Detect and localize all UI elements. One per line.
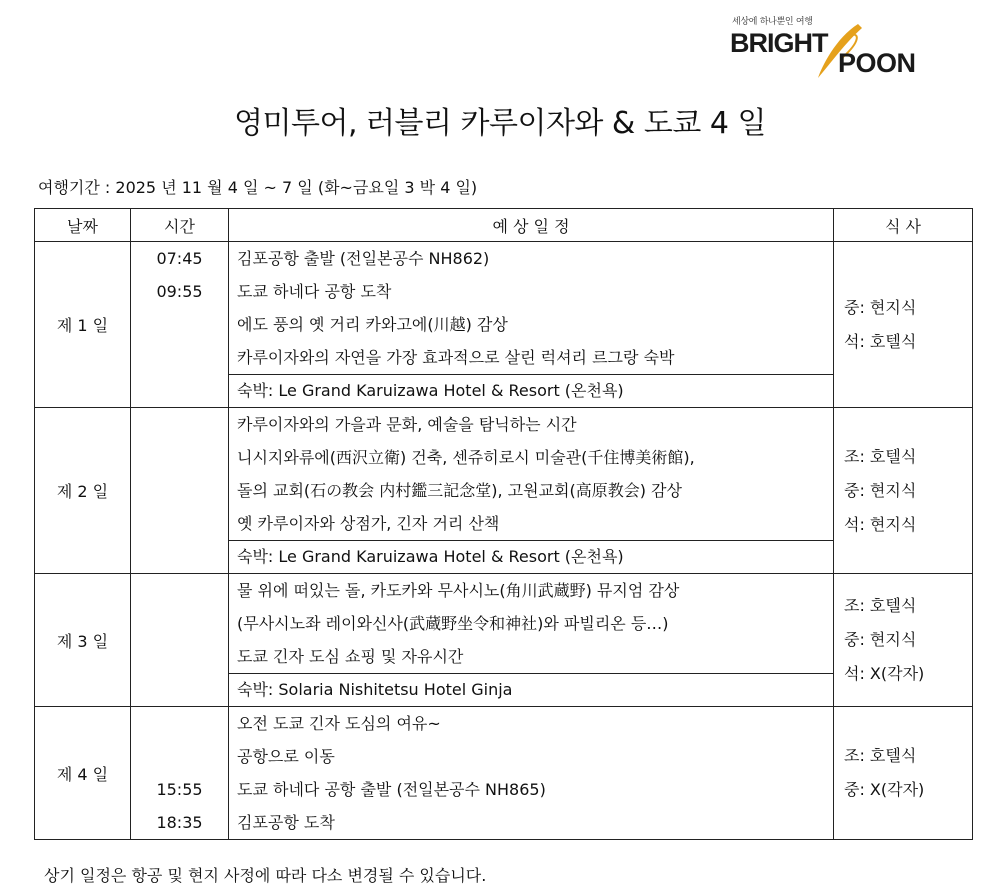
- header-time: 시간: [131, 209, 229, 242]
- meal-item: 석: X(각자): [844, 664, 925, 683]
- meal-item: 석: 호텔식: [844, 331, 917, 351]
- time-value: 07:45: [156, 249, 203, 268]
- logo-tagline: 세상에 하나뿐인 여행: [732, 17, 813, 27]
- time-cell: [131, 242, 229, 408]
- meal-item: 중: 현지식: [844, 297, 917, 317]
- time-cell: [131, 408, 229, 574]
- day-row: [35, 242, 973, 375]
- day-row: [35, 408, 973, 541]
- meal-item: 중: 현지식: [844, 630, 917, 649]
- meal-cell: [834, 707, 973, 840]
- footnote: 상기 일정은 항공 및 현지 사정에 따라 다소 변경될 수 있습니다.: [44, 866, 487, 885]
- time-value: 18:35: [156, 813, 203, 832]
- schedule-line: 김포공항 도착: [237, 813, 335, 832]
- travel-period: 여행기간 : 2025 년 11 월 4 일 ~ 7 일 (화~금요일 3 박 4 일): [38, 178, 478, 197]
- schedule-cell: [229, 707, 834, 840]
- itinerary-table: [34, 208, 973, 840]
- schedule-line: 김포공항 출발 (전일본공수 NH862): [237, 249, 490, 268]
- schedule-line: 물 위에 떠있는 돌, 카도카와 무사시노(角川武蔵野) 뮤지엄 감상: [237, 581, 680, 600]
- day-label: 제 3 일: [35, 574, 131, 707]
- header-schedule: 예 상 일 정: [229, 209, 834, 242]
- schedule-line: 카루이자와의 가을과 문화, 예술을 탐닉하는 시간: [237, 415, 577, 434]
- day-label: 제 2 일: [35, 408, 131, 574]
- time-value: [131, 707, 228, 740]
- meal-cell: [834, 408, 973, 574]
- meal-item: 중: 현지식: [844, 480, 917, 500]
- schedule-line: 니시지와류에(西沢立衛) 건축, 센쥬히로시 미술관(千住博美術館),: [237, 448, 695, 467]
- hotel-line: 숙박: Le Grand Karuizawa Hotel & Resort (온천욕): [229, 375, 834, 408]
- schedule-line: 에도 풍의 옛 거리 카와고에(川越) 감상: [237, 315, 508, 334]
- day-label: 제 1 일: [35, 242, 131, 408]
- meal-item: 조: 호텔식: [844, 446, 917, 466]
- schedule-line: 도쿄 하네다 공항 도착: [237, 282, 392, 301]
- page-title: 영미투어, 러블리 카루이자와 & 도쿄 4 일: [234, 106, 766, 141]
- time-value: [131, 740, 228, 773]
- schedule-line: 도쿄 긴자 도심 쇼핑 및 자유시간: [237, 647, 464, 666]
- meal-item: 조: 호텔식: [844, 746, 917, 765]
- schedule-cell: [229, 242, 834, 375]
- day-row: [35, 707, 973, 840]
- header-row: [35, 209, 973, 242]
- meal-cell: [834, 574, 973, 707]
- meal-cell: [834, 242, 973, 408]
- schedule-line: 카루이자와의 자연을 가장 효과적으로 살린 럭셔리 르그랑 숙박: [237, 348, 675, 367]
- schedule-cell: [229, 574, 834, 674]
- schedule-line: (무사시노좌 레이와신사(武蔵野坐令和神社)와 파빌리온 등…): [237, 614, 669, 633]
- header-meal: 식 사: [834, 209, 973, 242]
- meal-item: 중: X(각자): [844, 780, 925, 799]
- schedule-line: 도쿄 하네다 공항 출발 (전일본공수 NH865): [237, 780, 546, 799]
- time-cell: [131, 574, 229, 707]
- header-day: 날짜: [35, 209, 131, 242]
- logo-word-bright: BRIGHT: [730, 28, 828, 58]
- schedule-line: 오전 도쿄 긴자 도심의 여유~: [237, 714, 441, 733]
- time-value: 15:55: [156, 780, 203, 799]
- hotel-line: 숙박: Le Grand Karuizawa Hotel & Resort (온천욕): [229, 541, 834, 574]
- schedule-cell: [229, 408, 834, 541]
- day-label: 제 4 일: [35, 707, 131, 840]
- hotel-line: 숙박: Solaria Nishitetsu Hotel Ginja: [229, 674, 834, 707]
- meal-item: 석: 현지식: [844, 514, 917, 534]
- time-cell: [131, 707, 229, 840]
- time-value: 09:55: [156, 282, 203, 301]
- day-row: [35, 574, 973, 674]
- logo-word-poon: POON: [838, 48, 916, 78]
- schedule-line: 돌의 교회(石の教会 内村鑑三記念堂), 고원교회(高原教会) 감상: [237, 481, 682, 500]
- schedule-line: 옛 카루이자와 상점가, 긴자 거리 산책: [237, 514, 500, 533]
- brand-logo: [730, 14, 930, 80]
- meal-item: 조: 호텔식: [844, 596, 917, 615]
- schedule-line: 공항으로 이동: [237, 747, 335, 766]
